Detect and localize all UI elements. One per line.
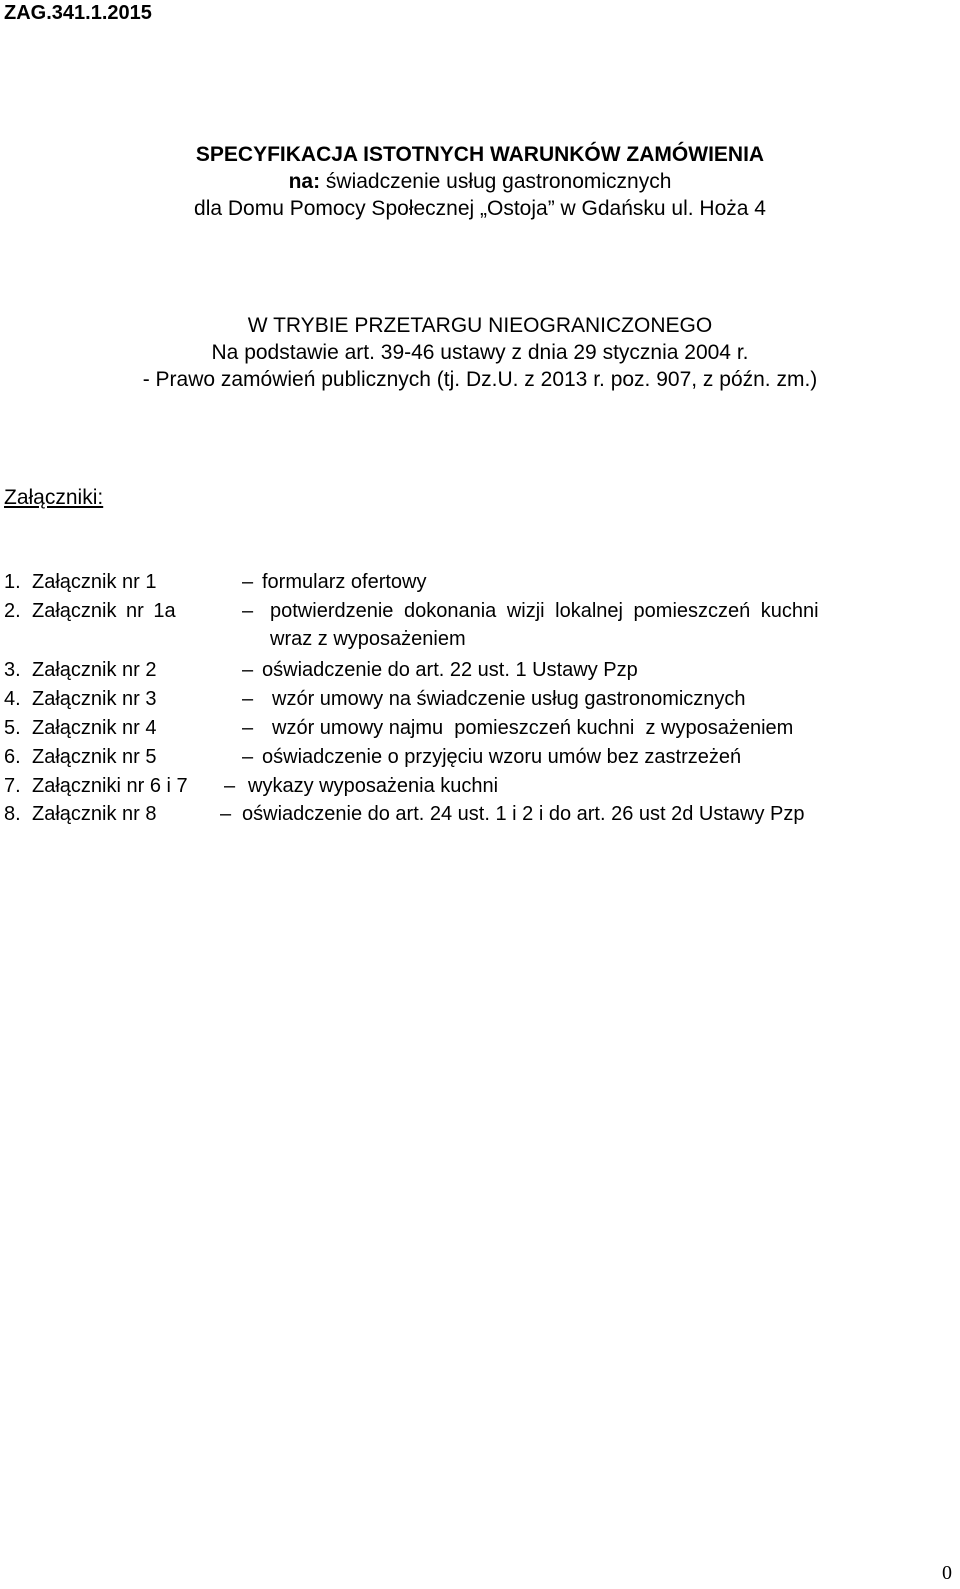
document-title: SPECYFIKACJA ISTOTNYCH WARUNKÓW ZAMÓWIENIA: [195, 143, 765, 166]
attachment-number: 5.: [4, 717, 21, 739]
attachment-description: potwierdzenie dokonania wizji lokalnej pomieszczeń kuchni: [270, 600, 819, 622]
attachment-description: wzór umowy najmu pomieszczeń kuchni z wyposażeniem: [272, 717, 794, 739]
procedure-mode: W TRYBIE PRZETARGU NIEOGRANICZONEGO: [247, 314, 713, 337]
attachment-number: 2.: [4, 600, 21, 622]
attachment-label: Załącznik nr 3: [32, 688, 157, 710]
attachment-dash: –: [242, 659, 254, 681]
attachment-number: 3.: [4, 659, 21, 681]
attachment-number: 7.: [4, 775, 21, 797]
attachment-number: 8.: [4, 803, 21, 825]
attachment-label: Załącznik nr 8: [32, 803, 157, 825]
attachment-label: Załączniki nr 6 i 7: [32, 775, 188, 797]
attachment-number: 4.: [4, 688, 21, 710]
attachment-dash: –: [220, 803, 232, 825]
attachments-heading: Załączniki:: [4, 486, 104, 509]
procedure-legal-act: - Prawo zamówień publicznych (tj. Dz.U. z 2013 r. poz. 907, z późn. zm.): [142, 368, 818, 391]
attachment-label: Załącznik nr 4: [32, 717, 157, 739]
attachment-label: Załącznik nr 5: [32, 746, 157, 768]
attachment-label: Załącznik nr 2: [32, 659, 157, 681]
attachment-dash: –: [242, 600, 254, 622]
attachment-dash: –: [242, 688, 254, 710]
attachment-number: 6.: [4, 746, 21, 768]
attachment-dash: –: [224, 775, 236, 797]
attachment-description: oświadczenie do art. 22 ust. 1 Ustawy Pzp: [262, 659, 638, 681]
attachment-label: Załącznik nr 1: [32, 571, 157, 593]
attachment-label: Załącznik nr 1a: [32, 600, 176, 622]
attachment-description: wzór umowy na świadczenie usług gastronomicznych: [272, 688, 746, 710]
procedure-legal-basis: Na podstawie art. 39-46 ustawy z dnia 29 stycznia 2004 r.: [211, 341, 749, 364]
attachment-dash: –: [242, 571, 254, 593]
attachment-dash: –: [242, 746, 254, 768]
reference-number: ZAG.341.1.2015: [4, 2, 152, 24]
attachment-dash: –: [242, 717, 254, 739]
title-recipient-line: dla Domu Pomocy Społecznej „Ostoja” w Gdańsku ul. Hoża 4: [194, 197, 766, 220]
title-subject: świadczenie usług gastronomicznych: [325, 170, 672, 193]
attachment-description: oświadczenie do art. 24 ust. 1 i 2 i do art. 26 ust 2d Ustawy Pzp: [242, 803, 805, 825]
page-number: 0: [942, 1562, 952, 1584]
attachment-description: formularz ofertowy: [262, 571, 427, 593]
attachment-description: oświadczenie o przyjęciu wzoru umów bez zastrzeżeń: [262, 746, 742, 768]
attachment-description-continued: wraz z wyposażeniem: [270, 628, 466, 650]
title-subject-line: [0, 168, 960, 195]
attachment-number: 1.: [4, 571, 21, 593]
attachment-description: wykazy wyposażenia kuchni: [248, 775, 499, 797]
title-na-prefix: na:: [288, 170, 321, 193]
